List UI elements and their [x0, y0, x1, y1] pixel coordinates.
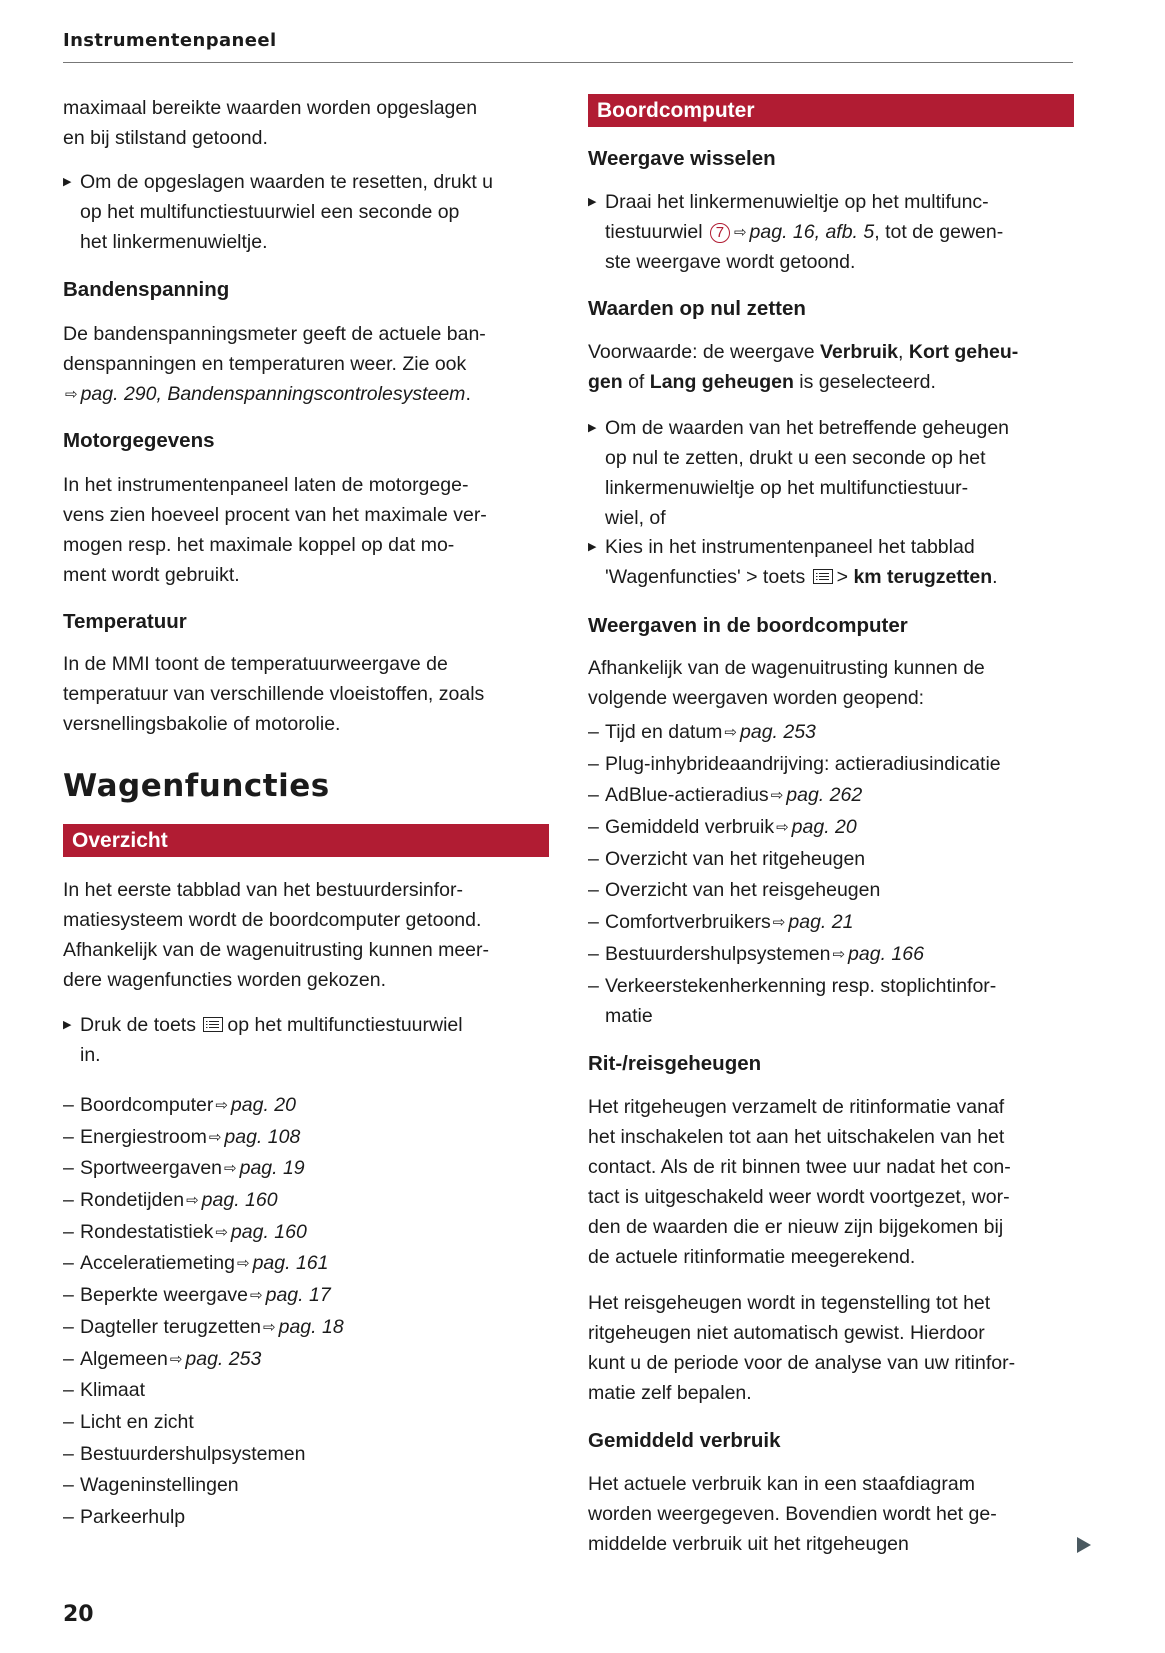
text: Overzicht van het ritgeheugen: [605, 847, 866, 870]
text-line: [588, 1242, 1074, 1272]
bold-term: Verbruik: [819, 341, 899, 363]
step-triangle-icon: ▶: [63, 176, 72, 188]
list-dash: –: [588, 942, 599, 965]
list-dash: –: [63, 1347, 74, 1370]
text: vens zien hoeveel procent van het maximale ver-: [63, 504, 487, 526]
list-item: [63, 1122, 549, 1154]
text-line: [63, 93, 549, 123]
reference-arrow-icon: ⇨: [215, 1097, 228, 1114]
text-line: [588, 1212, 1074, 1242]
text: In het instrumentenpaneel laten de motorgege-: [63, 474, 469, 496]
text-line: [63, 1122, 549, 1154]
reference-arrow-icon: ⇨: [65, 386, 78, 403]
list-item: [63, 1344, 549, 1376]
function-list: [63, 1090, 549, 1534]
list-dash: –: [588, 816, 599, 839]
text-line: [588, 337, 1074, 367]
text-line: [588, 683, 1074, 713]
heading-waarden-op-nul: Waarden op nul zetten: [588, 297, 806, 320]
instruction-step: [588, 532, 1074, 592]
list-item: [63, 1470, 549, 1502]
page-reference: pag. 166: [848, 942, 924, 965]
text: 'Wagenfuncties' > toets: [605, 566, 811, 588]
instruction-step: [588, 187, 1074, 277]
text-line: [63, 379, 549, 409]
text: volgende weergaven worden geopend:: [588, 687, 925, 709]
list-item: [588, 907, 1074, 939]
list-dash: –: [588, 752, 599, 775]
list-dash: –: [63, 1379, 74, 1402]
page-number: 20: [63, 1602, 94, 1627]
text: Tijd en datum: [605, 721, 723, 743]
page-reference: pag. 253: [185, 1347, 262, 1370]
text: denspanningen en temperaturen weer. Zie ook: [63, 353, 467, 375]
reference-arrow-icon: ⇨: [263, 1318, 276, 1336]
page-reference: pag. 21: [788, 911, 854, 934]
text: linkermenuwieltje op het multifunctiestuur-: [605, 477, 969, 499]
page-reference: pag. 19: [239, 1157, 305, 1180]
text-line: [588, 1348, 1074, 1378]
reference-arrow-icon: ⇨: [770, 787, 784, 805]
list-item: [588, 875, 1074, 907]
list-dash: –: [63, 1410, 74, 1433]
list-item: [588, 812, 1074, 844]
list-item: [63, 1407, 549, 1439]
text-line: [63, 1090, 549, 1122]
list-dash: –: [63, 1442, 74, 1465]
page-reference: pag. 16, afb. 5: [749, 221, 875, 243]
text-line: [63, 1280, 549, 1312]
heading-bandenspanning: Bandenspanning: [63, 278, 230, 301]
text: versnellingsbakolie of motorolie.: [63, 713, 341, 735]
section-bar-boordcomputer: Boordcomputer: [588, 94, 1074, 127]
instruction-step: [63, 1010, 549, 1070]
page-reference: pag. 20: [230, 1094, 296, 1116]
text-line: [588, 780, 1074, 812]
list-dash: –: [63, 1094, 74, 1116]
list-dash: –: [63, 1315, 74, 1338]
text: in.: [80, 1044, 101, 1066]
text: In de MMI toont de temperatuurweergave de: [63, 653, 448, 675]
text: Het actuele verbruik kan in een staafdiagram: [588, 1473, 975, 1495]
text-line: [588, 749, 1074, 781]
text: matie: [605, 1005, 653, 1028]
reference-arrow-icon: ⇨: [250, 1287, 263, 1305]
text-line: [588, 653, 1074, 683]
text-line: [588, 1378, 1074, 1408]
list-item: [63, 1153, 549, 1185]
text-line: [63, 875, 549, 905]
list-dash: –: [63, 1189, 74, 1212]
text: het inschakelen tot aan het uitschakelen van het: [588, 1126, 1005, 1148]
header-rule: [63, 62, 1073, 63]
chapter-title: Wagenfuncties: [63, 768, 330, 804]
text: Boordcomputer: [80, 1094, 214, 1116]
page-reference: pag. 290, Bandenspanningscontrolesysteem: [80, 383, 466, 405]
text-line: [588, 1182, 1074, 1212]
text-line: [63, 1344, 549, 1376]
page-reference: pag. 160: [201, 1189, 278, 1212]
text-line: [588, 217, 1074, 247]
list-dash: –: [588, 974, 599, 997]
text: Overzicht van het reisgeheugen: [605, 879, 881, 902]
paragraph: [588, 1469, 1074, 1559]
step-triangle-icon: ▶: [588, 196, 597, 208]
list-dash: –: [63, 1220, 74, 1243]
text-line: [63, 1312, 549, 1344]
text-line: [63, 1470, 549, 1502]
text: Licht en zicht: [80, 1410, 194, 1433]
list-item: [63, 1375, 549, 1407]
text: kunt u de periode voor de analyse van uw ritinfor-: [588, 1352, 1016, 1374]
instruction-step: [63, 167, 549, 257]
text: het linkermenuwieltje.: [80, 231, 268, 253]
text-line: [63, 470, 549, 500]
text-line: [588, 187, 1074, 217]
text: Verkeerstekenherkenning resp. stoplichtinfor-: [605, 974, 997, 997]
text: matiesysteem wordt de boordcomputer getoond.: [63, 909, 482, 931]
list-item: [588, 749, 1074, 781]
text: ritgeheugen niet automatisch gewist. Hierdoor: [588, 1322, 985, 1344]
text: tiestuurwiel: [605, 221, 708, 243]
paragraph: [63, 649, 549, 739]
text-line: [63, 1040, 549, 1070]
text-line: [588, 1529, 1074, 1559]
heading-temperatuur: Temperatuur: [63, 610, 187, 633]
text-line: [63, 500, 549, 530]
text-line: [588, 717, 1074, 749]
text-line: [63, 319, 549, 349]
section-bar-overzicht: Overzicht: [63, 824, 549, 857]
page-reference: pag. 18: [278, 1315, 344, 1338]
paragraph: [588, 653, 1074, 713]
text: Comfortverbruikers: [605, 911, 771, 934]
text: is geselecteerd.: [793, 371, 936, 393]
menu-button-icon: [813, 569, 833, 584]
step-triangle-icon: ▶: [63, 1019, 72, 1031]
text-line: [588, 1002, 1074, 1032]
text-line: [63, 1439, 549, 1471]
text: op het multifunctiestuurwiel een seconde op: [80, 201, 460, 223]
text: Wageninstellingen: [80, 1474, 239, 1497]
text: Om de opgeslagen waarden te resetten, drukt u: [80, 171, 494, 193]
text: De bandenspanningsmeter geeft de actuele ban-: [63, 323, 486, 345]
list-dash: –: [63, 1474, 74, 1497]
text: Druk de toets: [80, 1014, 202, 1036]
text: en bij stilstand getoond.: [63, 127, 268, 149]
step-triangle-icon: ▶: [588, 541, 597, 553]
text-line: [63, 905, 549, 935]
text: Bestuurdershulpsystemen: [605, 942, 831, 965]
text-line: [63, 349, 549, 379]
text: Klimaat: [80, 1379, 146, 1402]
text: mogen resp. het maximale koppel op dat mo-: [63, 534, 455, 556]
instruction-step: [588, 413, 1074, 533]
list-item: [588, 971, 1074, 1032]
heading-gemiddeld-verbruik: Gemiddeld verbruik: [588, 1429, 781, 1452]
text: Het reisgeheugen wordt in tegenstelling tot het: [588, 1292, 991, 1314]
text: , tot de gewen-: [874, 221, 1004, 243]
page-reference: pag. 108: [224, 1125, 301, 1148]
running-header-title: Instrumentenpaneel: [63, 30, 277, 51]
reference-arrow-icon: ⇨: [733, 224, 747, 241]
callout-number-icon: 7: [710, 223, 730, 243]
list-item: [63, 1502, 549, 1534]
bold-term: Kort geheu-: [908, 341, 1019, 363]
text-line: [588, 503, 1074, 533]
paragraph: [588, 1092, 1074, 1272]
reference-arrow-icon: ⇨: [186, 1192, 199, 1210]
text-line: [588, 907, 1074, 939]
list-dash: –: [63, 1505, 74, 1528]
continue-next-page-icon: [1077, 1537, 1091, 1553]
reference-arrow-icon: ⇨: [208, 1128, 222, 1146]
text: Draai het linkermenuwieltje op het multifunc-: [605, 191, 989, 213]
list-item: [63, 1439, 549, 1471]
text: worden weergegeven. Bovendien wordt het ge-: [588, 1503, 997, 1525]
text-line: [63, 965, 549, 995]
reference-arrow-icon: ⇨: [772, 914, 786, 932]
text-line: [588, 247, 1074, 277]
bold-term: gen: [588, 371, 623, 393]
text: .: [992, 566, 998, 588]
list-item: [63, 1280, 549, 1312]
reference-arrow-icon: ⇨: [237, 1255, 250, 1273]
text-line: [63, 123, 549, 153]
text: tact is uitgeschakeld weer wordt voortgezet, wor-: [588, 1186, 1010, 1208]
text-line: [63, 1217, 549, 1249]
text-line: [588, 939, 1074, 971]
text-line: [63, 227, 549, 257]
text-line: [63, 1502, 549, 1534]
text: AdBlue-actieradius: [605, 784, 769, 807]
text: Kies in het instrumentenpaneel het tabblad: [605, 536, 975, 558]
text-line: [588, 1318, 1074, 1348]
list-item: [63, 1090, 549, 1122]
text-line: [588, 1092, 1074, 1122]
text: Afhankelijk van de wagenuitrusting kunnen de: [588, 657, 985, 679]
text: contact. Als de rit binnen twee uur nadat het con-: [588, 1156, 1011, 1178]
text: Om de waarden van het betreffende geheugen: [605, 417, 1010, 439]
text: Acceleratiemeting: [80, 1252, 235, 1275]
text-line: [588, 562, 1074, 592]
text-line: [588, 413, 1074, 443]
text: Voorwaarde: de weergave: [588, 341, 820, 363]
text: op het multifunctiestuurwiel: [227, 1014, 463, 1036]
text-line: [588, 844, 1074, 876]
text-line: [63, 679, 549, 709]
reference-arrow-icon: ⇨: [832, 945, 846, 963]
text-line: [588, 367, 1074, 397]
text: dere wagenfuncties worden gekozen.: [63, 969, 387, 991]
text-line: [588, 875, 1074, 907]
text: temperatuur van verschillende vloeistoffen, zoals: [63, 683, 485, 705]
list-dash: –: [588, 784, 599, 807]
list-dash: –: [63, 1125, 74, 1148]
menu-button-icon: [203, 1017, 223, 1032]
text-line: [63, 167, 549, 197]
list-item: [588, 939, 1074, 971]
heading-weergave-wisselen: Weergave wisselen: [588, 147, 776, 170]
text-line: [588, 1152, 1074, 1182]
text-line: [63, 560, 549, 590]
list-item: [63, 1217, 549, 1249]
text: Rondestatistiek: [80, 1220, 214, 1243]
page-reference: pag. 262: [786, 784, 863, 807]
page-reference: pag. 160: [230, 1220, 307, 1243]
text: Gemiddeld verbruik: [605, 816, 775, 839]
text-line: [63, 530, 549, 560]
text: >: [836, 566, 854, 588]
text-line: [588, 532, 1074, 562]
text-line: [63, 935, 549, 965]
paragraph: [588, 1288, 1074, 1408]
heading-rit-reisgeheugen: Rit-/reisgeheugen: [588, 1052, 762, 1075]
reference-arrow-icon: ⇨: [776, 819, 789, 837]
heading-weergaven: Weergaven in de boordcomputer: [588, 614, 908, 637]
reference-arrow-icon: ⇨: [224, 1160, 237, 1178]
text-line: [63, 1185, 549, 1217]
page-reference: pag. 20: [791, 816, 857, 839]
text: middelde verbruik uit het ritgeheugen: [588, 1533, 909, 1555]
text: den de waarden die er nieuw zijn bijgekomen bij: [588, 1216, 1004, 1238]
text: wiel, of: [605, 507, 666, 529]
text: Rondetijden: [80, 1189, 185, 1212]
bold-term: Lang geheugen: [649, 371, 794, 393]
text-line: [588, 1499, 1074, 1529]
paragraph: [63, 875, 549, 995]
step-triangle-icon: ▶: [588, 422, 597, 434]
list-dash: –: [588, 879, 599, 902]
list-dash: –: [588, 847, 599, 870]
paragraph: [63, 470, 549, 590]
text-line: [588, 1288, 1074, 1318]
text-line: [63, 197, 549, 227]
text: Energiestroom: [80, 1125, 207, 1148]
text-line: [63, 1153, 549, 1185]
text: Parkeerhulp: [80, 1505, 186, 1528]
display-list: [588, 717, 1074, 1032]
bold-term: km terugzetten: [853, 566, 993, 588]
list-item: [588, 780, 1074, 812]
list-item: [63, 1312, 549, 1344]
text-line: [588, 443, 1074, 473]
text: Plug-inhybrideaandrijving: actieradiusindicatie: [605, 752, 1001, 775]
text: .: [465, 383, 471, 405]
text-line: [63, 1407, 549, 1439]
text-line: [63, 709, 549, 739]
page-reference: pag. 253: [740, 721, 816, 743]
page-reference: pag. 17: [265, 1284, 331, 1307]
text: op nul te zetten, drukt u een seconde op het: [605, 447, 986, 469]
text: of: [622, 371, 650, 393]
list-dash: –: [63, 1252, 74, 1275]
text: maximaal bereikte waarden worden opgeslagen: [63, 97, 478, 119]
heading-motorgegevens: Motorgegevens: [63, 429, 215, 452]
paragraph: [63, 93, 549, 153]
text: In het eerste tabblad van het bestuurdersinfor-: [63, 879, 463, 901]
list-dash: –: [588, 721, 599, 743]
text-line: [588, 1122, 1074, 1152]
text: de actuele ritinformatie meegerekend.: [588, 1246, 916, 1268]
text: ment wordt gebruikt.: [63, 564, 240, 586]
text: ste weergave wordt getoond.: [605, 251, 856, 273]
text-line: [63, 1248, 549, 1280]
list-item: [63, 1185, 549, 1217]
text: Algemeen: [80, 1347, 168, 1370]
text-line: [588, 971, 1074, 1003]
text: ,: [898, 341, 909, 363]
list-dash: –: [63, 1157, 74, 1180]
list-item: [588, 717, 1074, 749]
text-line: [63, 1375, 549, 1407]
page-reference: pag. 161: [252, 1252, 329, 1275]
text: Het ritgeheugen verzamelt de ritinformatie vanaf: [588, 1096, 1005, 1118]
text: Afhankelijk van de wagenuitrusting kunnen meer-: [63, 939, 490, 961]
text-line: [588, 812, 1074, 844]
text-line: [63, 1010, 549, 1040]
list-dash: –: [588, 911, 599, 934]
paragraph: [588, 337, 1074, 397]
text: Sportweergaven: [80, 1157, 223, 1180]
text-line: [588, 1469, 1074, 1499]
list-item: [588, 844, 1074, 876]
text-line: [588, 473, 1074, 503]
reference-arrow-icon: ⇨: [724, 724, 737, 741]
list-dash: –: [63, 1284, 74, 1307]
paragraph: [63, 319, 549, 409]
text: Bestuurdershulpsystemen: [80, 1442, 306, 1465]
text: Dagteller terugzetten: [80, 1315, 262, 1338]
reference-arrow-icon: ⇨: [169, 1350, 183, 1368]
text-line: [63, 649, 549, 679]
reference-arrow-icon: ⇨: [215, 1223, 228, 1241]
text: matie zelf bepalen.: [588, 1382, 752, 1404]
text: Beperkte weergave: [80, 1284, 249, 1307]
list-item: [63, 1248, 549, 1280]
